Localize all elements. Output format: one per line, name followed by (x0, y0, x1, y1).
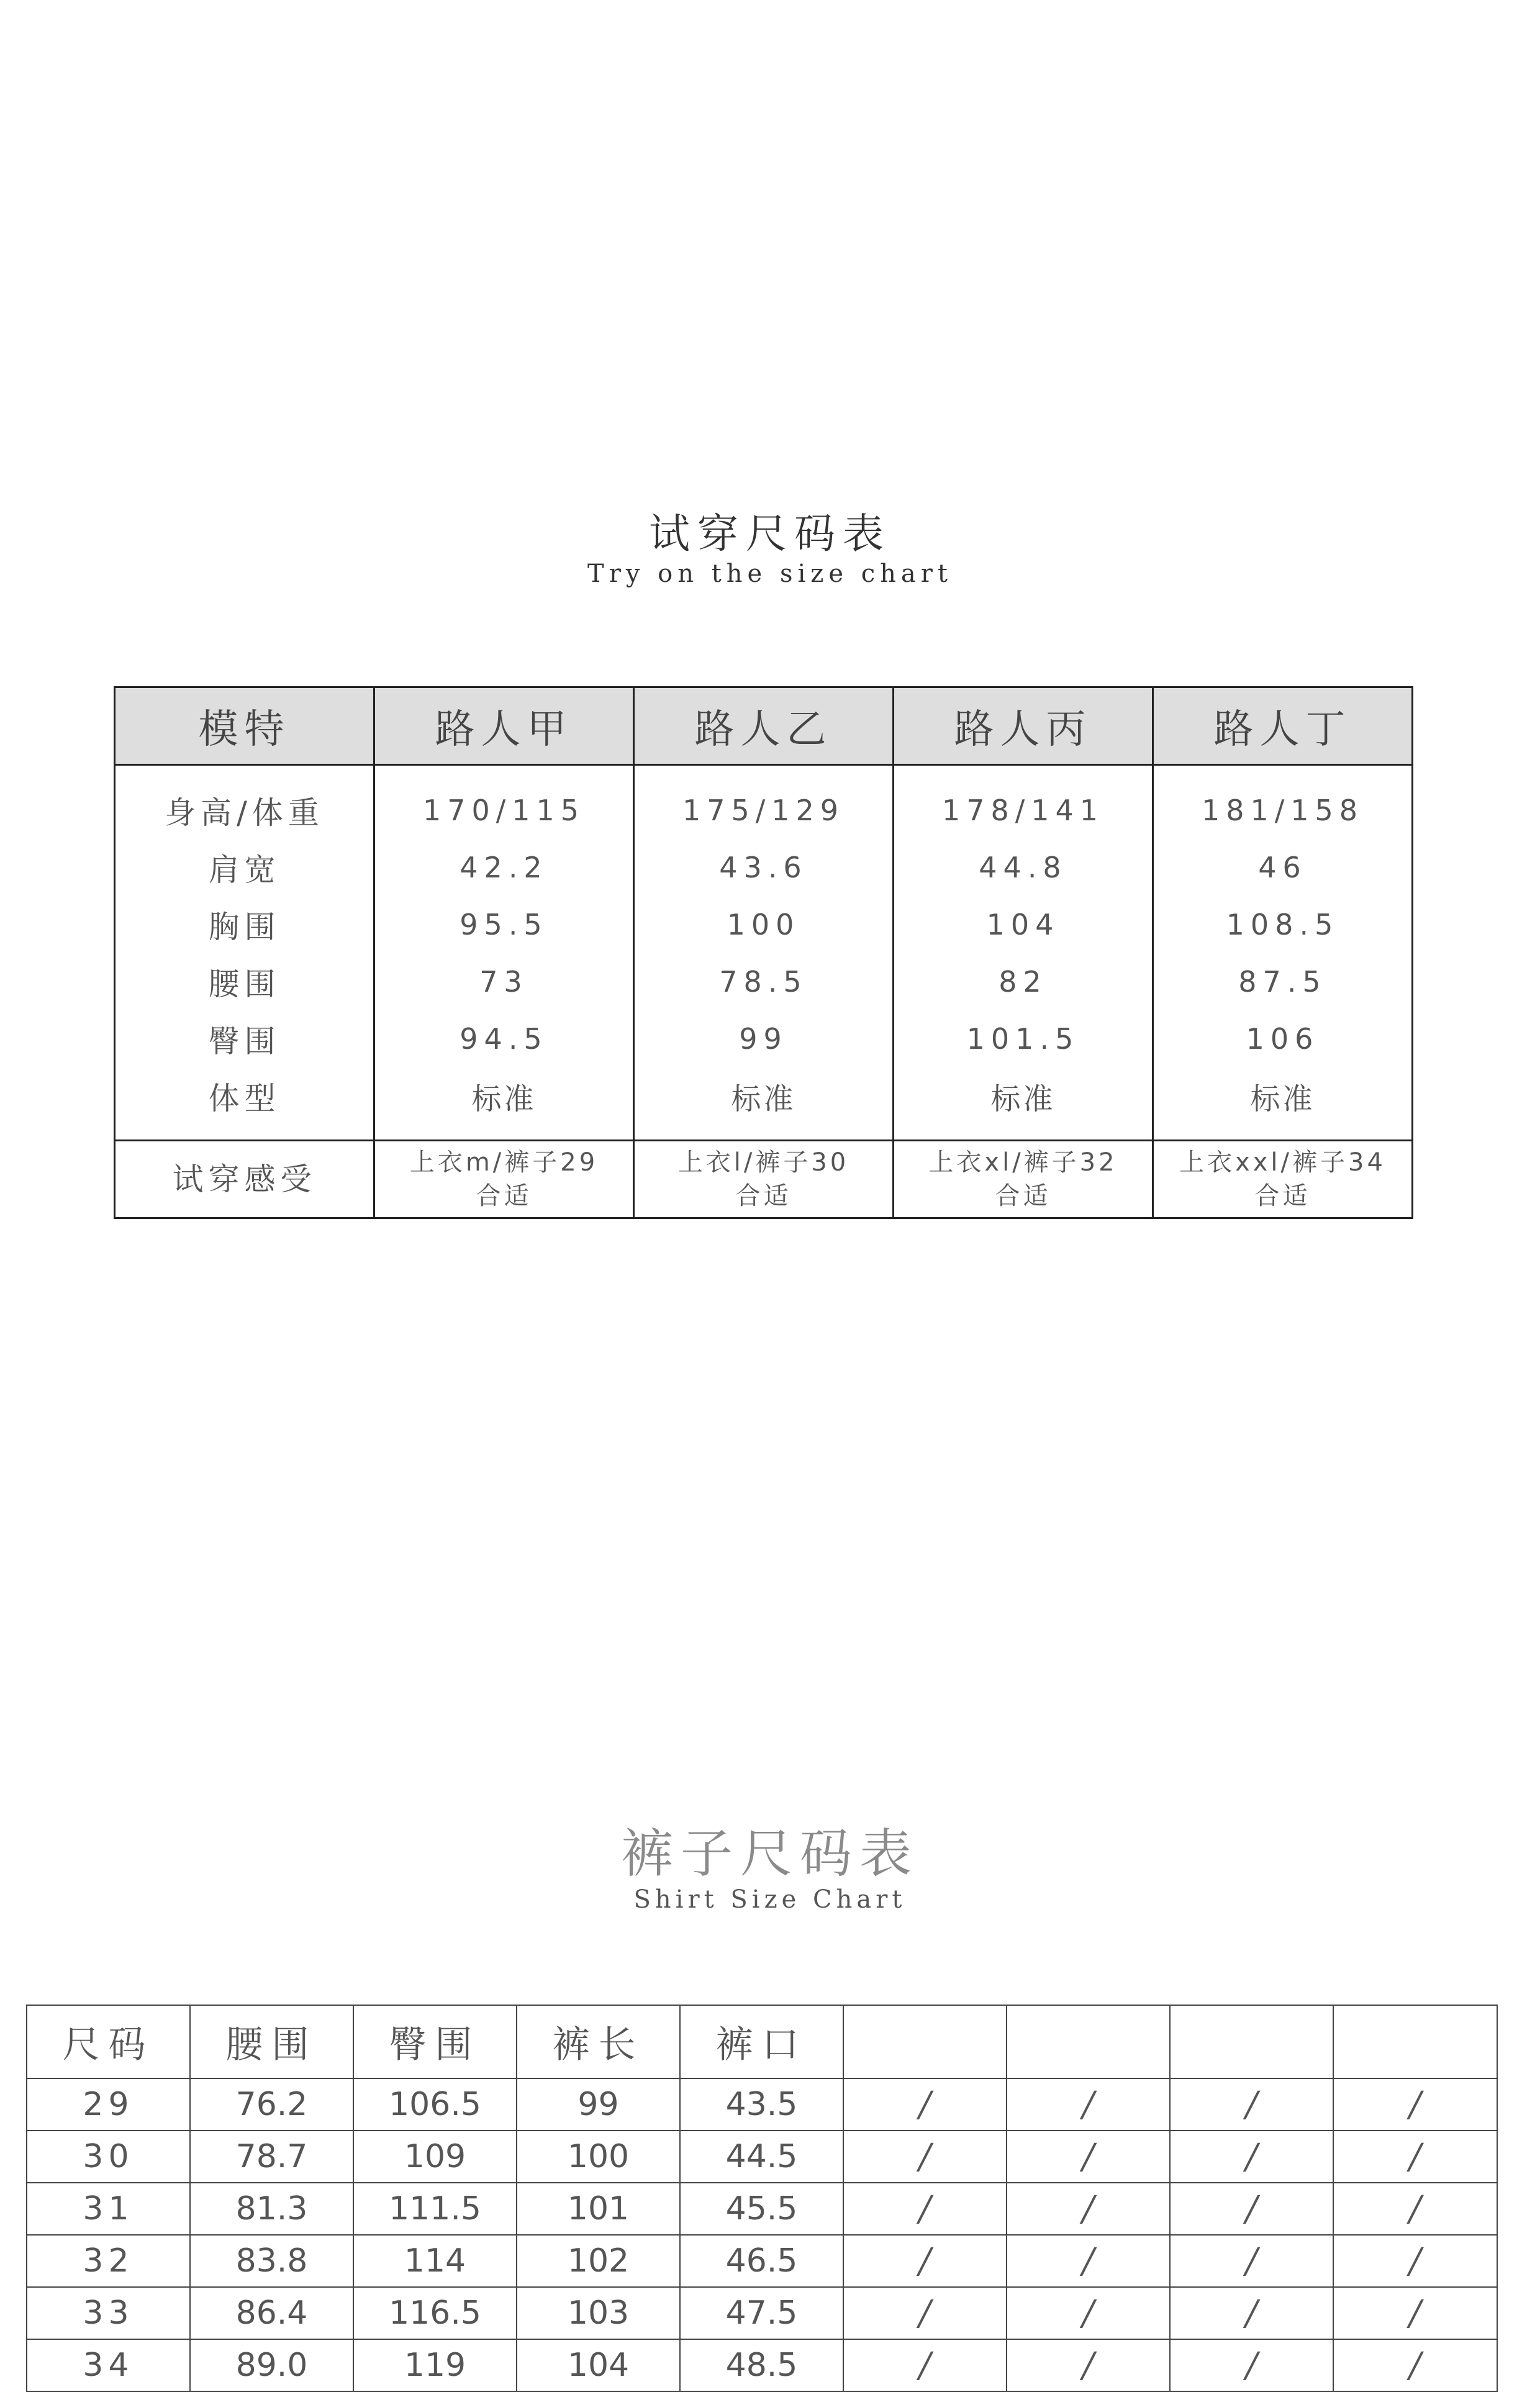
empty-slash-cell: / (1170, 2183, 1333, 2235)
table-cell: 114 (353, 2235, 517, 2287)
header-cell-empty (1170, 2005, 1333, 2078)
empty-slash-cell: / (1333, 2235, 1497, 2287)
feel-size-text: 上衣xl/裤子32 (928, 1148, 1118, 1177)
empty-slash-cell: / (1007, 2078, 1170, 2131)
row-label: 胸围 (115, 896, 374, 953)
table-cell: 89.0 (190, 2339, 353, 2391)
size-cell: 33 (27, 2287, 190, 2339)
header-cell-hip: 臀围 (353, 2005, 517, 2078)
table-cell: 标准 (374, 1067, 634, 1141)
header-cell-waist: 腰围 (190, 2005, 353, 2078)
table-cell (374, 1141, 634, 1218)
empty-slash-cell: / (1170, 2235, 1333, 2287)
table-cell: 119 (353, 2339, 517, 2391)
header-cell-empty (1007, 2005, 1170, 2078)
empty-slash-cell: / (843, 2183, 1007, 2235)
pants-table-body (27, 2078, 1497, 2391)
pants-size-table (26, 2005, 1498, 2392)
tryon-row-body-type (115, 1067, 1413, 1141)
table-cell: 78.7 (190, 2131, 353, 2183)
empty-slash-cell: / (1333, 2078, 1497, 2131)
header-cell-empty (1333, 2005, 1497, 2078)
table-cell: 47.5 (680, 2287, 843, 2339)
empty-slash-cell: / (1170, 2131, 1333, 2183)
table-cell: 87.5 (1153, 953, 1413, 1010)
table-cell (634, 1141, 894, 1218)
tryon-row-shoulder (115, 839, 1413, 896)
table-cell: 83.8 (190, 2235, 353, 2287)
table-cell: 82 (894, 953, 1153, 1010)
table-cell: 100 (517, 2131, 680, 2183)
feel-size-text: 上衣xxl/裤子34 (1179, 1148, 1386, 1177)
tryon-row-height-weight (115, 765, 1413, 840)
header-cell-size: 尺码 (27, 2005, 190, 2078)
feel-size-text: 上衣m/裤子29 (409, 1148, 599, 1177)
empty-slash-cell: / (1007, 2287, 1170, 2339)
table-cell (1153, 1141, 1413, 1218)
feel-fit-text: 合适 (1254, 1182, 1311, 1210)
tryon-row-waist (115, 953, 1413, 1010)
feel-fit-text: 合适 (476, 1182, 532, 1210)
row-label: 臀围 (115, 1010, 374, 1067)
table-cell: 标准 (634, 1067, 894, 1141)
table-row (27, 2235, 1497, 2287)
table-cell: 45.5 (680, 2183, 843, 2235)
table-cell: 104 (517, 2339, 680, 2391)
empty-slash-cell: / (1170, 2287, 1333, 2339)
table-cell: 106 (1153, 1010, 1413, 1067)
empty-slash-cell: / (843, 2287, 1007, 2339)
table-cell: 106.5 (353, 2078, 517, 2131)
tryon-size-table (114, 686, 1413, 1219)
tryon-title-en: Try on the size chart (587, 559, 953, 588)
table-cell: 42.2 (374, 839, 634, 896)
table-row (27, 2339, 1497, 2391)
empty-slash-cell: / (843, 2339, 1007, 2391)
empty-slash-cell: / (1007, 2235, 1170, 2287)
table-cell: 181/158 (1153, 765, 1413, 840)
row-label: 体型 (115, 1067, 374, 1141)
feel-fit-text: 合适 (735, 1182, 792, 1210)
table-cell: 48.5 (680, 2339, 843, 2391)
header-cell-model-c: 路人丙 (894, 687, 1153, 765)
header-cell-length: 裤长 (517, 2005, 680, 2078)
table-cell: 104 (894, 896, 1153, 953)
table-cell: 108.5 (1153, 896, 1413, 953)
row-label: 腰围 (115, 953, 374, 1010)
table-cell: 94.5 (374, 1010, 634, 1067)
empty-slash-cell: / (1007, 2131, 1170, 2183)
table-cell: 170/115 (374, 765, 634, 840)
size-cell: 34 (27, 2339, 190, 2391)
table-cell: 102 (517, 2235, 680, 2287)
header-cell-model-b: 路人乙 (634, 687, 894, 765)
header-cell-empty (843, 2005, 1007, 2078)
pants-title-block (0, 1823, 1540, 1914)
table-cell: 178/141 (894, 765, 1153, 840)
tryon-title-cn: 试穿尺码表 (649, 510, 891, 558)
table-cell: 43.5 (680, 2078, 843, 2131)
tryon-row-feel (115, 1141, 1413, 1218)
table-cell: 175/129 (634, 765, 894, 840)
table-row (27, 2078, 1497, 2131)
empty-slash-cell: / (1170, 2339, 1333, 2391)
table-cell: 44.5 (680, 2131, 843, 2183)
table-row (27, 2131, 1497, 2183)
table-row (27, 2287, 1497, 2339)
table-cell: 116.5 (353, 2287, 517, 2339)
table-cell: 95.5 (374, 896, 634, 953)
table-cell: 标准 (894, 1067, 1153, 1141)
table-cell: 101.5 (894, 1010, 1153, 1067)
table-cell: 78.5 (634, 953, 894, 1010)
table-cell: 99 (517, 2078, 680, 2131)
table-cell: 76.2 (190, 2078, 353, 2131)
tryon-row-hip (115, 1010, 1413, 1067)
empty-slash-cell: / (1333, 2287, 1497, 2339)
row-label: 试穿感受 (115, 1141, 374, 1218)
table-cell: 标准 (1153, 1067, 1413, 1141)
size-cell: 29 (27, 2078, 190, 2131)
table-cell: 44.8 (894, 839, 1153, 896)
tryon-header-row (115, 687, 1413, 765)
table-cell: 103 (517, 2287, 680, 2339)
empty-slash-cell: / (1007, 2339, 1170, 2391)
pants-title-cn: 裤子尺码表 (620, 1823, 919, 1884)
feel-size-text: 上衣l/裤子30 (677, 1148, 849, 1177)
empty-slash-cell: / (843, 2235, 1007, 2287)
empty-slash-cell: / (1333, 2339, 1497, 2391)
table-cell: 101 (517, 2183, 680, 2235)
pants-header-row (27, 2005, 1497, 2078)
pants-title-en: Shirt Size Chart (633, 1885, 907, 1914)
table-cell: 100 (634, 896, 894, 953)
feel-fit-text: 合适 (995, 1182, 1051, 1210)
empty-slash-cell: / (1333, 2131, 1497, 2183)
table-row (27, 2183, 1497, 2235)
header-cell-leg-opening: 裤口 (680, 2005, 843, 2078)
tryon-title-block (0, 509, 1540, 589)
empty-slash-cell: / (1333, 2183, 1497, 2235)
size-cell: 30 (27, 2131, 190, 2183)
tryon-row-chest (115, 896, 1413, 953)
empty-slash-cell: / (843, 2078, 1007, 2131)
empty-slash-cell: / (1170, 2078, 1333, 2131)
table-cell: 73 (374, 953, 634, 1010)
header-cell-model: 模特 (115, 687, 374, 765)
table-cell: 86.4 (190, 2287, 353, 2339)
table-cell: 111.5 (353, 2183, 517, 2235)
table-cell: 99 (634, 1010, 894, 1067)
header-cell-model-a: 路人甲 (374, 687, 634, 765)
table-cell (894, 1141, 1153, 1218)
table-cell: 81.3 (190, 2183, 353, 2235)
row-label: 身高/体重 (115, 765, 374, 840)
table-cell: 109 (353, 2131, 517, 2183)
header-cell-model-d: 路人丁 (1153, 687, 1413, 765)
empty-slash-cell: / (843, 2131, 1007, 2183)
empty-slash-cell: / (1007, 2183, 1170, 2235)
size-cell: 32 (27, 2235, 190, 2287)
row-label: 肩宽 (115, 839, 374, 896)
table-cell: 46 (1153, 839, 1413, 896)
table-cell: 43.6 (634, 839, 894, 896)
size-cell: 31 (27, 2183, 190, 2235)
table-cell: 46.5 (680, 2235, 843, 2287)
